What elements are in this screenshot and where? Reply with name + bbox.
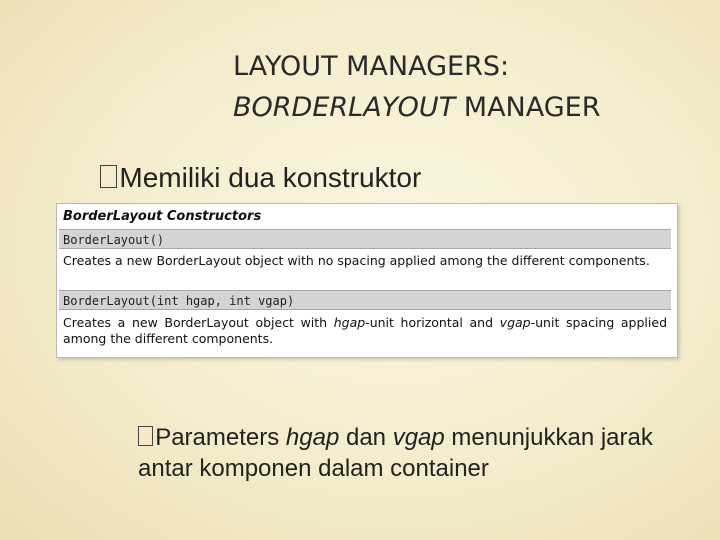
bullet-sub-vgap: vgap bbox=[392, 424, 445, 451]
bullet-main-text: Memiliki dua konstruktor bbox=[119, 162, 422, 193]
table-row-description bbox=[59, 313, 671, 351]
title-line-2 bbox=[233, 87, 703, 128]
table-header: BorderLayout Constructors bbox=[63, 209, 262, 224]
table-row-signature: BorderLayout() bbox=[59, 229, 671, 249]
desc-text: -unit horizontal and bbox=[365, 315, 500, 330]
title-borderlayout: BORDERLAYOUT bbox=[233, 92, 456, 123]
bullet-sub-text: menunjukkan jarak antar komponen dalam container bbox=[138, 424, 653, 482]
bullet-box-icon bbox=[100, 165, 117, 188]
bullet-sub-text: Parameters bbox=[155, 424, 286, 451]
desc-vgap: vgap bbox=[499, 315, 531, 330]
desc-hgap: hgap bbox=[333, 315, 366, 330]
bullet-box-icon bbox=[138, 426, 153, 446]
bullet-sub bbox=[138, 422, 698, 484]
desc-text: -unit spacing applied among the different components. bbox=[63, 315, 667, 346]
title-manager: MANAGER bbox=[455, 92, 601, 123]
slide-title bbox=[233, 46, 703, 128]
desc-text: Creates a new BorderLayout object with bbox=[63, 315, 334, 330]
table-row-signature: BorderLayout(int hgap, int vgap) bbox=[59, 290, 671, 310]
constructors-table bbox=[56, 203, 678, 358]
bullet-sub-hgap: hgap bbox=[285, 424, 340, 451]
title-line-1: LAYOUT MANAGERS: bbox=[233, 51, 510, 82]
table-row-description: Creates a new BorderLayout object with no spacing applied among the different components. bbox=[63, 253, 650, 268]
bullet-main bbox=[100, 162, 421, 194]
bullet-sub-text: dan bbox=[339, 424, 393, 451]
